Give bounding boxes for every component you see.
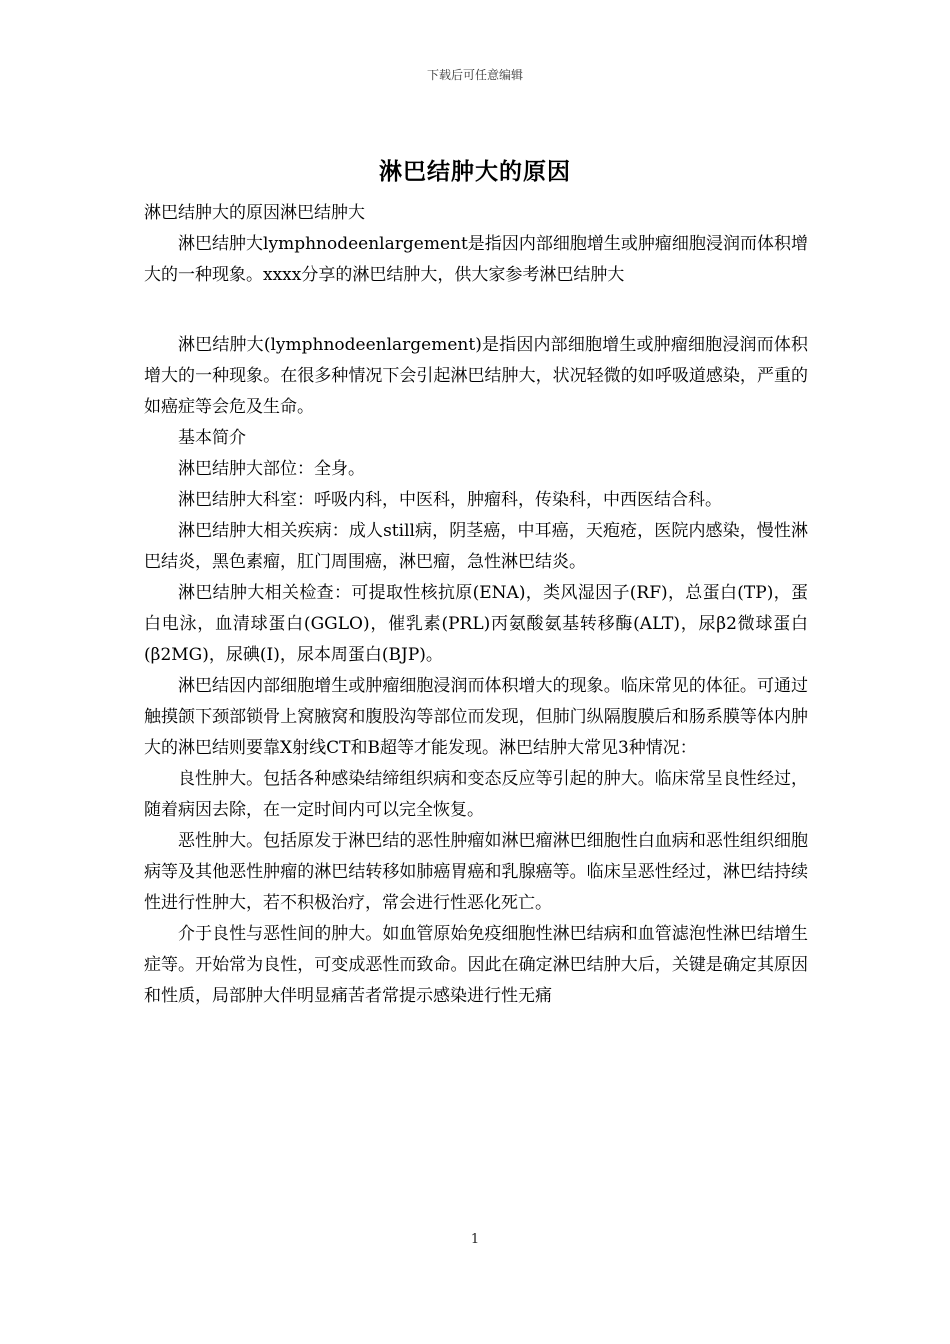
document-body xyxy=(144,198,808,1012)
paragraph-intermediate: 介于良性与恶性间的肿大。如血管原始免疫细胞性淋巴结病和血管滤泡性淋巴结增生症等。开始常为良性，可变成恶性而致命。因此在确定淋巴结肿大后，关键是确定其原因和性质，局部肿大伴明显痛苦者常提示感染进行性无痛 xyxy=(144,924,808,1006)
document-title: 淋巴结肿大的原因 xyxy=(379,159,571,185)
paragraph-malignant: 恶性肿大。包括原发于淋巴结的恶性肿瘤如淋巴瘤淋巴细胞性白血病和恶性组织细胞病等及其他恶性肿瘤的淋巴结转移如肺癌胃癌和乳腺癌等。临床呈恶性经过，淋巴结持续性进行性肿大，若不积极治疗，常会进行性恶化死亡。 xyxy=(144,831,808,913)
paragraph-diseases: 淋巴结肿大相关疾病：成人still病，阴茎癌，中耳癌，天疱疮，医院内感染，慢性淋巴结炎，黑色素瘤，肛门周围癌，淋巴瘤，急性淋巴结炎。 xyxy=(144,521,808,572)
paragraph-overview: 淋巴结因内部细胞增生或肿瘤细胞浸润而体积增大的现象。临床常见的体征。可通过触摸颌下颈部锁骨上窝腋窝和腹股沟等部位而发现，但肺门纵隔腹膜后和肠系膜等体内肿大的淋巴结则要靠X射线CT和B超等才能发现。淋巴结肿大常见3种情况： xyxy=(144,676,808,758)
page-number: 1 xyxy=(470,1232,480,1247)
paragraph-location: 淋巴结肿大部位：全身。 xyxy=(178,459,365,479)
paragraph-subtitle: 淋巴结肿大的原因淋巴结肿大 xyxy=(144,203,365,223)
section-heading-basic: 基本简介 xyxy=(178,428,246,448)
paragraph-exams: 淋巴结肿大相关检查：可提取性核抗原(ENA)，类风湿因子(RF)，总蛋白(TP)，蛋白电泳，血清球蛋白(GGLO)，催乳素(PRL)丙氨酸氨基转移酶(ALT)，尿β2微球蛋白(β2MG)，尿碘(I)，尿本周蛋白(BJP)。 xyxy=(144,583,808,665)
paragraph-intro: 淋巴结肿大lymphnodeenlargement是指因内部细胞增生或肿瘤细胞浸润而体积增大的一种现象。xxxx分享的淋巴结肿大，供大家参考淋巴结肿大 xyxy=(144,234,808,285)
paragraph-definition: 淋巴结肿大(lymphnodeenlargement)是指因内部细胞增生或肿瘤细胞浸润而体积增大的一种现象。在很多种情况下会引起淋巴结肿大，状况轻微的如呼吸道感染，严重的如癌症等会危及生命。 xyxy=(144,335,808,417)
page-header: 下载后可任意编辑 xyxy=(426,68,523,82)
paragraph-department: 淋巴结肿大科室：呼吸内科，中医科，肿瘤科，传染科，中西医结合科。 xyxy=(178,490,722,510)
paragraph-benign: 良性肿大。包括各种感染结缔组织病和变态反应等引起的肿大。临床常呈良性经过，随着病因去除，在一定时间内可以完全恢复。 xyxy=(144,769,808,820)
